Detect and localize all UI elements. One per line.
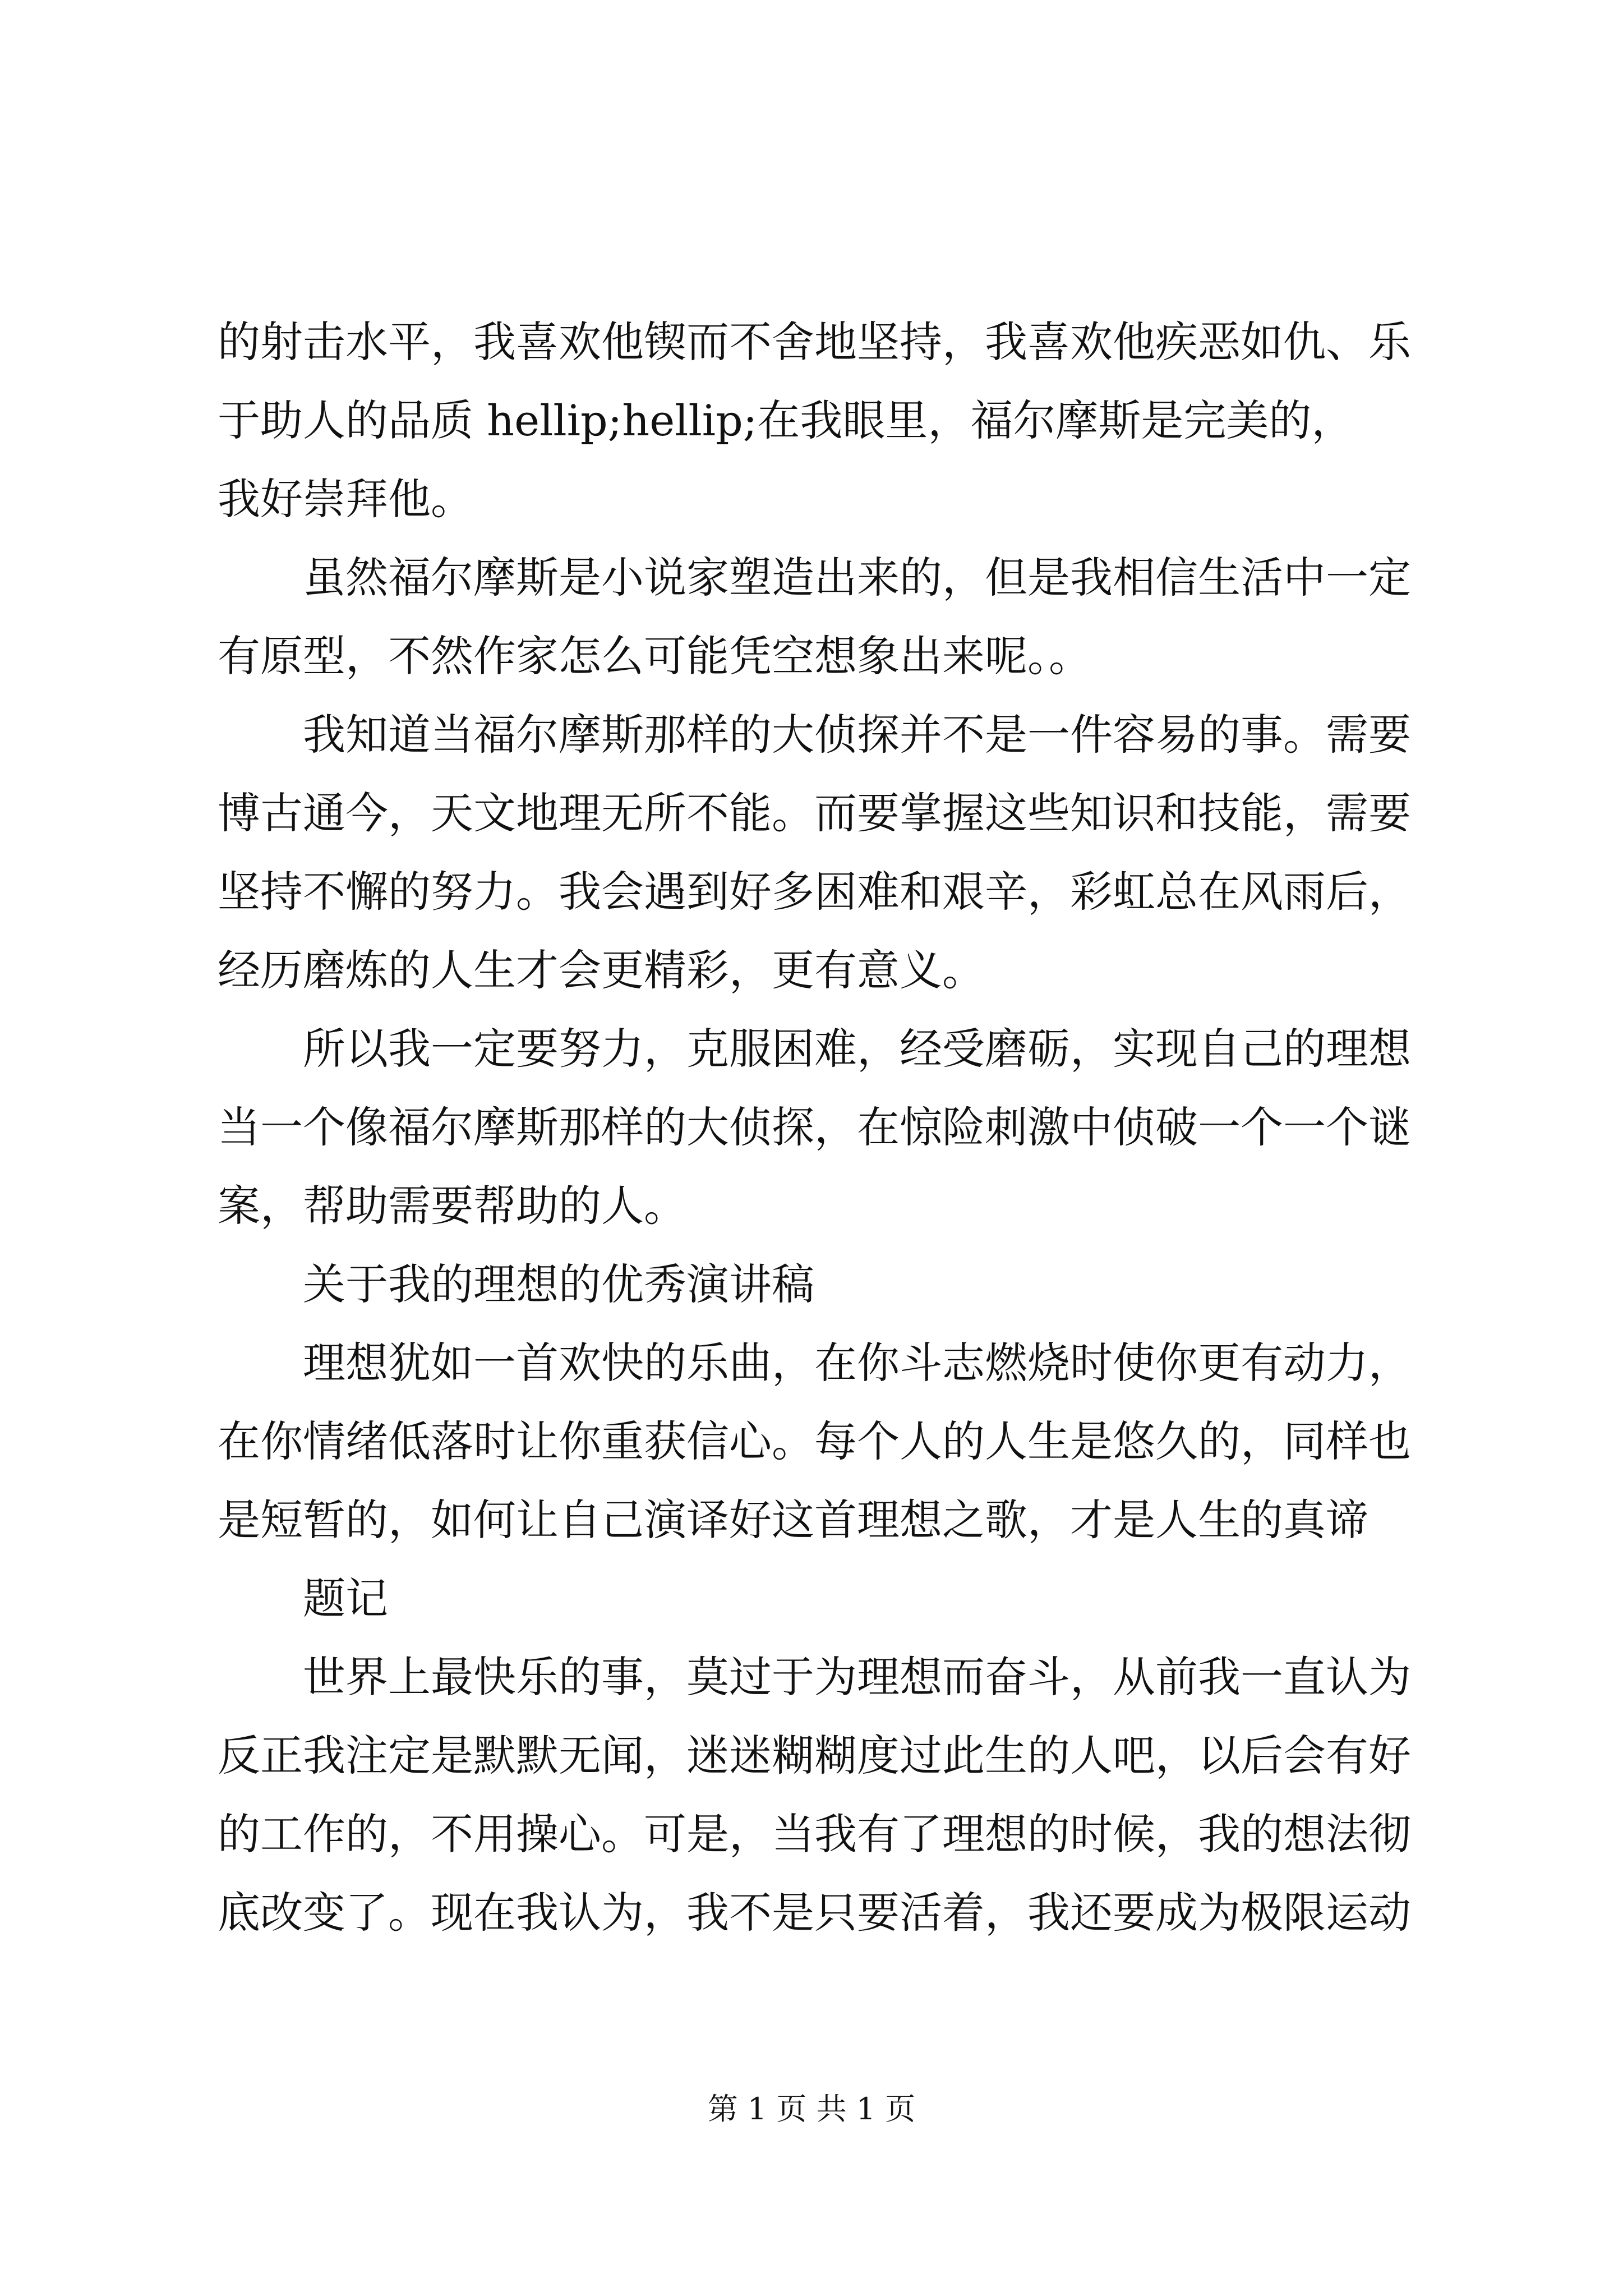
text-line: 题记	[303, 1573, 388, 1623]
text-line: 的射击水平，我喜欢他锲而不舍地坚持，我喜欢他疾恶如仇、乐	[218, 317, 1411, 367]
text-line: 当一个像福尔摩斯那样的大侦探，在惊险刺激中侦破一个一个谜	[218, 1102, 1411, 1152]
text-line: 是短暂的，如何让自己演译好这首理想之歌，才是人生的真谛	[218, 1495, 1368, 1545]
text-line: 经历磨炼的人生才会更精彩，更有意义。	[218, 945, 985, 995]
text-line: 坚持不懈的努力。我会遇到好多困难和艰辛，彩虹总在风雨后，	[218, 867, 1411, 917]
document-body	[218, 303, 1440, 1952]
text-line: 有原型，不然作家怎么可能凭空想象出来呢。。	[218, 631, 1091, 681]
text-line: 我好崇拜他。	[218, 474, 473, 524]
text-line: 在你情绪低落时让你重获信心。每个人的人生是悠久的，同样也	[218, 1416, 1411, 1466]
text-line: 理想犹如一首欢快的乐曲，在你斗志燃烧时使你更有动力，	[303, 1338, 1411, 1388]
text-line: 博古通今，天文地理无所不能。而要掌握这些知识和技能，需要	[218, 788, 1411, 838]
text-line: 案，帮助需要帮助的人。	[218, 1181, 686, 1231]
text-line: 底改变了。现在我认为，我不是只要活着，我还要成为极限运动	[218, 1888, 1411, 1938]
text-line: 所以我一定要努力，克服困难，经受磨砺，实现自己的理想	[303, 1024, 1411, 1074]
page-number-footer: 第 1 页 共 1 页	[707, 2091, 916, 2127]
section-heading: 关于我的理想的优秀演讲稿	[303, 1259, 814, 1309]
text-line: 我知道当福尔摩斯那样的大侦探并不是一件容易的事。需要	[303, 710, 1411, 760]
text-line: 虽然福尔摩斯是小说家塑造出来的，但是我相信生活中一定	[303, 553, 1411, 602]
text-line: 于助人的品质 hellip;hellip;在我眼里，福尔摩斯是完美的，	[218, 395, 1354, 445]
text-line: 的工作的，不用操心。可是，当我有了理想的时候，我的想法彻	[218, 1809, 1411, 1859]
text-line: 世界上最快乐的事，莫过于为理想而奋斗，从前我一直认为	[303, 1652, 1411, 1702]
text-line: 反正我注定是默默无闻，迷迷糊糊度过此生的人吧，以后会有好	[218, 1731, 1411, 1780]
